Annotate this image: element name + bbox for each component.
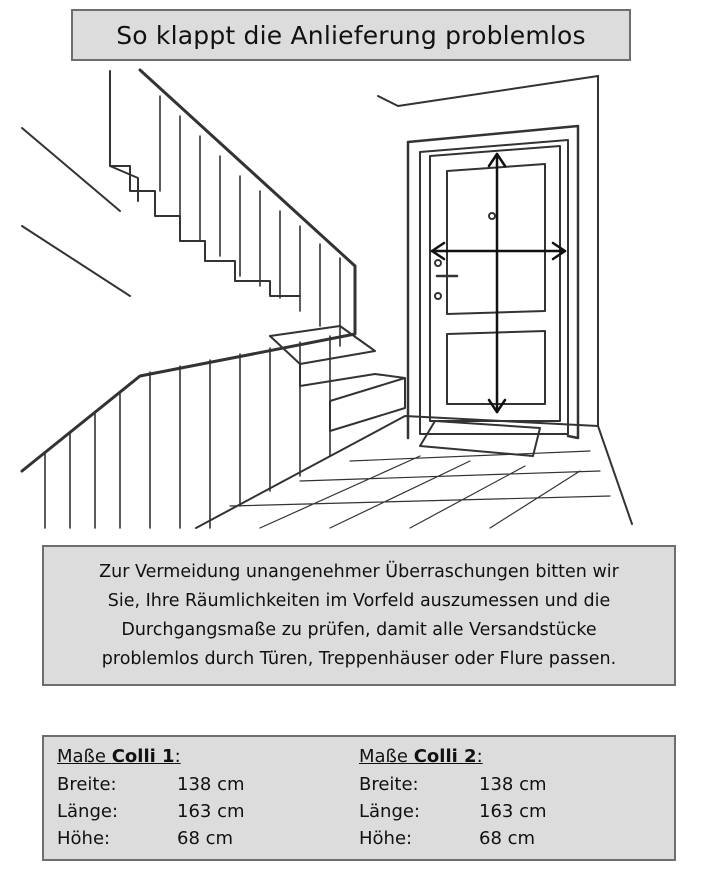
info-line: problemlos durch Türen, Treppenhäuser oder Flure passen. [101,648,617,669]
colli-heading [359,743,547,771]
colli-heading-name: Colli 2 [413,746,477,767]
dimension-label: Höhe: [359,828,413,849]
dimension-label: Breite: [57,774,117,795]
colli-heading-prefix: Maße [359,746,414,767]
dimension-value: 138 cm [177,774,245,795]
colli-heading-colon: : [476,746,483,767]
info-line: Sie, Ihre Räumlichkeiten im Vorfeld auszumessen und die [107,590,611,611]
dimension-value: 138 cm [479,774,547,795]
title-banner [71,9,631,61]
dimension-label: Breite: [359,774,419,795]
colli-1-block [57,743,245,852]
dimension-row-height [359,825,547,852]
dimension-label: Länge: [57,801,119,822]
dimensions-table [42,735,676,861]
colli-heading-colon: : [174,746,181,767]
dimension-value: 68 cm [479,828,536,849]
info-notice [42,545,676,686]
dimension-row-length [359,798,547,825]
dimension-value: 163 cm [479,801,547,822]
colli-heading [57,743,245,771]
colli-heading-name: Colli 1 [111,746,175,767]
staircase-door-illustration [0,66,704,536]
dimension-value: 68 cm [177,828,234,849]
colli-2-block [359,743,547,852]
dimension-row-length [57,798,245,825]
dimension-row-width [57,771,245,798]
dimension-value: 163 cm [177,801,245,822]
dimension-label: Länge: [359,801,421,822]
info-line: Durchgangsmaße zu prüfen, damit alle Versandstücke [121,619,597,640]
dimension-row-height [57,825,245,852]
dimension-label: Höhe: [57,828,111,849]
info-text [99,558,619,674]
colli-heading-prefix: Maße [57,746,112,767]
dimension-row-width [359,771,547,798]
page-title: So klappt die Anlieferung problemlos [116,20,586,50]
info-line: Zur Vermeidung unangenehmer Überraschungen bitten wir [99,561,619,582]
